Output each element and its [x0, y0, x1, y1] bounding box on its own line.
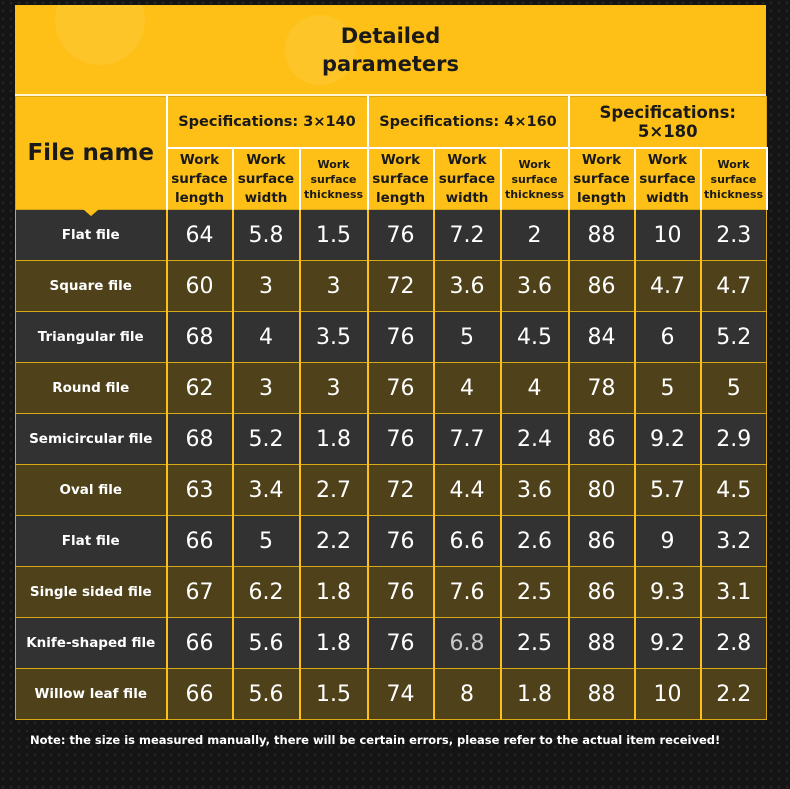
value-cell: 1.8: [300, 414, 368, 465]
sub-header-line: Work: [518, 157, 551, 171]
parameters-table-panel: [15, 5, 766, 720]
sub-header-line: length: [576, 189, 627, 206]
value-cell: 66: [167, 618, 233, 669]
table-row: [16, 363, 767, 414]
value-cell: 2.4: [501, 414, 569, 465]
value-cell: 3.6: [501, 261, 569, 312]
spec-header-4x160: Specifications: 4×160: [368, 97, 569, 149]
sub-header-line: length: [174, 189, 225, 206]
spec-header-3x140: Specifications: 3×140: [167, 97, 368, 149]
value-cell: 6: [635, 312, 701, 363]
value-cell: 66: [167, 669, 233, 720]
sub-header-line: Work: [717, 157, 750, 171]
sub-header-line: surface: [310, 172, 357, 186]
value-cell: 3.6: [501, 465, 569, 516]
title-banner: [15, 5, 766, 96]
value-cell: 7.6: [434, 567, 501, 618]
value-cell: 60: [167, 261, 233, 312]
value-cell: 4.4: [434, 465, 501, 516]
value-cell: 1.8: [501, 669, 569, 720]
value-cell: 1.8: [300, 618, 368, 669]
value-cell: 4.5: [701, 465, 767, 516]
value-cell: 84: [569, 312, 635, 363]
value-cell: 5: [434, 312, 501, 363]
value-cell: 78: [569, 363, 635, 414]
table-row: [16, 210, 767, 261]
sub-header-line: Work: [647, 151, 688, 168]
value-cell: 68: [167, 312, 233, 363]
sub-header-thickness: [300, 148, 368, 210]
table-row: [16, 465, 767, 516]
file-name-cell: [16, 261, 167, 312]
value-cell: 2.8: [701, 618, 767, 669]
value-cell: 86: [569, 516, 635, 567]
value-cell: 76: [368, 210, 434, 261]
value-cell: 3.4: [233, 465, 300, 516]
sub-header-thickness: [501, 148, 569, 210]
file-name-cell: [16, 618, 167, 669]
value-cell: 63: [167, 465, 233, 516]
table-row: [16, 414, 767, 465]
value-cell: 4.7: [635, 261, 701, 312]
value-cell: 5.6: [233, 669, 300, 720]
value-cell: 10: [635, 669, 701, 720]
value-cell: 72: [368, 465, 434, 516]
value-cell: 68: [167, 414, 233, 465]
spec-header-5x180: Specifications: 5×180: [569, 97, 767, 149]
value-cell: 3: [300, 363, 368, 414]
value-cell: 2.2: [300, 516, 368, 567]
sub-header-line: Work: [246, 151, 286, 168]
sub-header-line: Work: [447, 151, 487, 168]
file-name-header-label: File name: [27, 140, 155, 166]
sub-header-line: surface: [710, 172, 757, 186]
value-cell: 76: [368, 567, 434, 618]
file-name-label: Triangular file: [37, 329, 144, 345]
value-cell: 64: [167, 210, 233, 261]
value-cell: 4: [233, 312, 300, 363]
value-cell: 5: [701, 363, 767, 414]
value-cell: 3.1: [701, 567, 767, 618]
file-name-label: Willow leaf file: [34, 686, 147, 702]
value-cell: 2.5: [501, 618, 569, 669]
sub-header-line: Work: [581, 151, 622, 168]
value-cell: 10: [635, 210, 701, 261]
sub-header-width: [233, 148, 300, 210]
value-cell: 6.8: [434, 618, 501, 669]
value-cell: 6.2: [233, 567, 300, 618]
sub-header-line: Work: [380, 151, 421, 168]
value-cell: 2.3: [701, 210, 767, 261]
banner-decoration: [55, 5, 145, 65]
value-cell: 86: [569, 567, 635, 618]
value-cell: 76: [368, 312, 434, 363]
value-cell: 9.3: [635, 567, 701, 618]
table-body: [16, 210, 767, 720]
value-cell: 72: [368, 261, 434, 312]
value-cell: 88: [569, 210, 635, 261]
sub-header-length: [368, 148, 434, 210]
sub-header-line: width: [445, 189, 489, 206]
sub-header-line: thickness: [504, 187, 565, 201]
value-cell: 5: [233, 516, 300, 567]
value-cell: 7.7: [434, 414, 501, 465]
sub-header-line: surface: [639, 170, 696, 187]
file-name-label: Knife-shaped file: [26, 635, 156, 651]
table-row: [16, 618, 767, 669]
value-cell: 4.7: [701, 261, 767, 312]
sub-header-line: surface: [511, 172, 558, 186]
file-name-label: Round file: [52, 380, 130, 396]
file-name-label: Square file: [49, 278, 132, 294]
value-cell: 76: [368, 618, 434, 669]
file-name-label: Oval file: [59, 482, 122, 498]
value-cell: 4: [434, 363, 501, 414]
sub-header-line: surface: [237, 170, 295, 187]
file-name-cell: [16, 669, 167, 720]
value-cell: 76: [368, 516, 434, 567]
parameters-table: [15, 96, 768, 720]
value-cell: 86: [569, 414, 635, 465]
sub-header-line: length: [375, 189, 426, 206]
value-cell: 2.2: [701, 669, 767, 720]
file-name-cell: [16, 414, 167, 465]
sub-header-thickness: [701, 148, 767, 210]
file-name-cell: [16, 465, 167, 516]
value-cell: 1.5: [300, 210, 368, 261]
value-cell: 2.5: [501, 567, 569, 618]
sub-header-line: Work: [179, 151, 220, 168]
value-cell: 76: [368, 363, 434, 414]
value-cell: 6.6: [434, 516, 501, 567]
file-name-cell: [16, 363, 167, 414]
value-cell: 4: [501, 363, 569, 414]
file-name-cell: [16, 567, 167, 618]
sub-header-line: thickness: [303, 187, 364, 201]
value-cell: 3.6: [434, 261, 501, 312]
value-cell: 4.5: [501, 312, 569, 363]
table-row: [16, 567, 767, 618]
sub-header-line: surface: [372, 170, 429, 187]
value-cell: 3: [233, 261, 300, 312]
measurement-note: Note: the size is measured manually, there will be certain errors, please refer to the actual item received!: [30, 733, 721, 747]
value-cell: 8: [434, 669, 501, 720]
value-cell: 1.8: [300, 567, 368, 618]
value-cell: 67: [167, 567, 233, 618]
value-cell: 74: [368, 669, 434, 720]
value-cell: 3: [300, 261, 368, 312]
value-cell: 76: [368, 414, 434, 465]
value-cell: 88: [569, 618, 635, 669]
value-cell: 2: [501, 210, 569, 261]
sub-header-line: surface: [438, 170, 496, 187]
table-row: [16, 312, 767, 363]
file-name-cell: [16, 516, 167, 567]
value-cell: 7.2: [434, 210, 501, 261]
value-cell: 5.2: [233, 414, 300, 465]
table-row: [16, 669, 767, 720]
value-cell: 9.2: [635, 618, 701, 669]
header-notch: [83, 209, 99, 216]
value-cell: 5.2: [701, 312, 767, 363]
value-cell: 5: [635, 363, 701, 414]
sub-header-width: [434, 148, 501, 210]
value-cell: 5.8: [233, 210, 300, 261]
value-cell: 5.7: [635, 465, 701, 516]
value-cell: 2.6: [501, 516, 569, 567]
value-cell: 2.7: [300, 465, 368, 516]
value-cell: 86: [569, 261, 635, 312]
sub-header-line: surface: [573, 170, 630, 187]
value-cell: 3: [233, 363, 300, 414]
sub-header-line: width: [244, 189, 288, 206]
file-name-label: Single sided file: [29, 584, 152, 600]
page-title: [322, 22, 459, 78]
sub-header-line: surface: [171, 170, 228, 187]
file-name-label: Flat file: [61, 533, 120, 549]
file-name-header: [16, 97, 167, 210]
title-line-1: Detailed: [340, 23, 441, 48]
value-cell: 62: [167, 363, 233, 414]
value-cell: 88: [569, 669, 635, 720]
file-name-cell: [16, 210, 167, 261]
file-name-label: Semicircular file: [29, 431, 153, 447]
sub-header-width: [635, 148, 701, 210]
sub-header-length: [569, 148, 635, 210]
value-cell: 3.2: [701, 516, 767, 567]
sub-header-length: [167, 148, 233, 210]
sub-header-line: Work: [317, 157, 350, 171]
value-cell: 9.2: [635, 414, 701, 465]
value-cell: 2.9: [701, 414, 767, 465]
value-cell: 1.5: [300, 669, 368, 720]
table-row: [16, 516, 767, 567]
sub-header-line: thickness: [703, 187, 764, 201]
value-cell: 80: [569, 465, 635, 516]
value-cell: 3.5: [300, 312, 368, 363]
value-cell: 66: [167, 516, 233, 567]
title-line-2: parameters: [322, 51, 459, 76]
value-cell: 9: [635, 516, 701, 567]
file-name-cell: [16, 312, 167, 363]
file-name-label: Flat file: [61, 227, 120, 243]
value-cell: 5.6: [233, 618, 300, 669]
sub-header-line: width: [646, 189, 689, 206]
table-row: [16, 261, 767, 312]
